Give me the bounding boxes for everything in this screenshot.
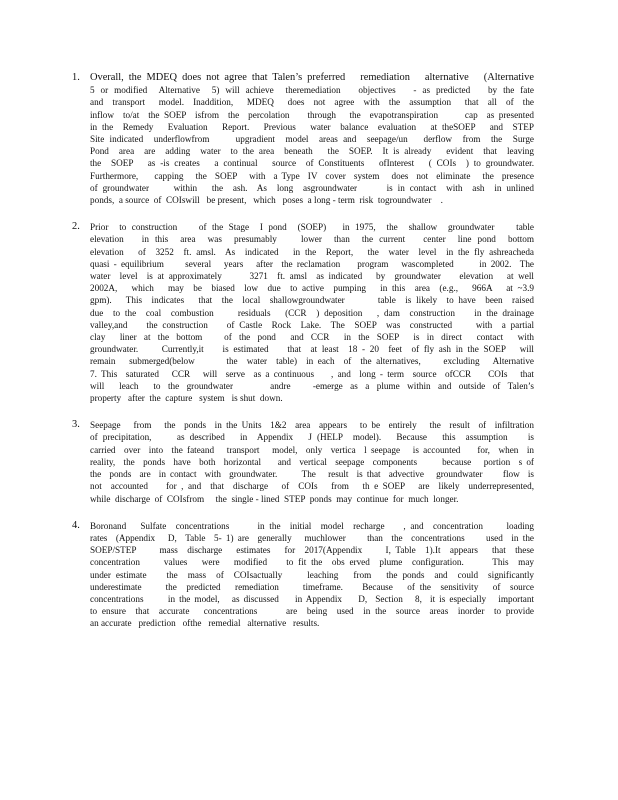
paragraph-line: remain submerged(below the water table) in each of the alternatives, excluding Alternative xyxy=(90,356,534,367)
paragraph-line: SOEP/STEP mass discharge estimates for 2017(Appendix I, Table 1).It appears that these xyxy=(90,545,534,556)
paragraph-line: inflow to/at the SOEP isfrom the percolation through the evapotranspiration cap as presented xyxy=(90,109,534,120)
paragraph-line: and transport model. Inaddition, MDEQ does not agree with the assumption that all of the xyxy=(90,97,534,108)
item-number: 3. xyxy=(72,419,80,431)
paragraph-line: will leach to the groundwater andre -emerge as a plume within and outside of Talen’s xyxy=(90,380,534,391)
paragraph-line: Boronand Sulfate concentrations in the initial model recharge , and concentration loading xyxy=(90,520,534,531)
paragraph-line: quasi - equilibrium several years after the reclamation program wascompleted in 2002. The xyxy=(90,258,534,269)
paragraph-line: Seepage from the ponds in the Units 1&2 area appears to be entirely the result of infiltration xyxy=(90,420,534,431)
paragraph-line: property after the capture system is shut down. xyxy=(90,393,283,404)
paragraph-line: 7. This saturated CCR will serve as a continuous , and long - term source ofCCR COIs that xyxy=(90,368,534,379)
paragraph-line: elevation in this area was presumably lower than the current center line pond bottom xyxy=(90,234,534,245)
paragraph-line: while discharge of COIsfrom the single - lined STEP ponds may continue for much longer. xyxy=(90,493,459,504)
paragraph-line: rates (Appendix D, Table 5- 1) are generally muchlower than the concentrations used in the xyxy=(90,532,534,543)
paragraph-line: carried over into the fateand transport model, only vertica l seepage is accounted for, when in xyxy=(90,444,534,455)
paragraph-line: Overall, the MDEQ does not agree that Talen’s preferred remediation alternative (Alternative xyxy=(90,72,534,83)
comment-item-3 xyxy=(72,419,534,504)
paragraph-line: Site indicated underflowfrom upgradient model areas and seepage/un derflow from the Surge xyxy=(90,134,534,145)
paragraph-line: gpm). This indicates that the local shallowgroundwater table is likely to have been raised xyxy=(90,295,534,306)
paragraph-line: the SOEP as -is creates a continual source of Constituents ofInterest ( COIs ) to groundwater. xyxy=(90,158,534,169)
paragraph-line: underestimate the predicted remediation timeframe. Because of the sensitivity of source xyxy=(90,581,534,592)
paragraph-line: an accurate prediction ofthe remedial alternative results. xyxy=(90,618,320,629)
paragraph-line: reality, the ponds have both horizontal and vertical seepage components because portion s of xyxy=(90,456,534,467)
paragraph-line: of precipitation, as described in Appendix J (HELP model). Because this assumption is xyxy=(90,432,534,443)
comment-item-4 xyxy=(72,520,534,630)
item-number: 2. xyxy=(72,221,80,233)
comment-list xyxy=(72,72,534,645)
paragraph-line: clay liner at the bottom of the pond and CCR in the SOEP is in direct contact with xyxy=(90,332,534,343)
paragraph-line: due to the coal combustion residuals (CCR ) deposition , dam construction in the drainage xyxy=(90,307,534,318)
paragraph-line: under estimate the mass of COIsactually leaching from the ponds and could significantly xyxy=(90,569,534,580)
paragraph-line: 2002A, which may be biased low due to active pumping in this area (e.g., 966A at ~3.9 xyxy=(90,283,534,294)
paragraph-line: not accounted for , and that discharge of COIs from th e SOEP are likely underrepresented, xyxy=(90,481,534,492)
paragraph-line: Furthermore, capping the SOEP with a Type IV cover system does not eliminate the presence xyxy=(90,170,534,181)
paragraph-line: in the Remedy Evaluation Report. Previous water balance evaluation at theSOEP and STEP xyxy=(90,121,534,132)
paragraph-line: Prior to construction of the Stage I pond (SOEP) in 1975, the shallow groundwater table xyxy=(90,222,534,233)
paragraph-line: Pond area are adding water to the area beneath the SOEP. It is already evident that leaving xyxy=(90,146,534,157)
item-number: 1. xyxy=(72,72,80,83)
paragraph-line: concentration values were modified to fit the obs erved plume configuration. This may xyxy=(90,557,534,568)
paragraph-line: elevation of 3252 ft. amsl. As indicated in the Report, the water level in the fly ashreacheda xyxy=(90,246,534,257)
item-number: 4. xyxy=(72,519,80,531)
paragraph-line: groundwater. Currently,it is estimated that at least 18 - 20 feet of fly ash in the SOEP will xyxy=(90,344,534,355)
paragraph-line: valley,and the construction of Castle Rock Lake. The SOEP was constructed with a partial xyxy=(90,319,534,330)
paragraph-line: 5 or modified Alternative 5) will achieve theremediation objectives - as predicted by the fate xyxy=(90,85,534,96)
paragraph-line: of groundwater within the ash. As long asgroundwater is in contact with ash in unlined xyxy=(90,182,534,193)
paragraph-line: water level is at approximately 3271 ft. amsl as indicated by groundwater elevation at well xyxy=(90,271,534,282)
paragraph-line: the ponds are in contact with groundwater. The result is that advective groundwater flow is xyxy=(90,469,534,480)
comment-item-1 xyxy=(72,72,534,206)
paragraph-line: concentrations in the model, as discussed in Appendix D, Section 8, it is especially important xyxy=(90,593,534,604)
comment-item-2 xyxy=(72,221,534,404)
paragraph-line: to ensure that accurate concentrations are being used in the source areas inorder to provide xyxy=(90,606,534,617)
paragraph-line: ponds, a source of COIswill be present, which poses a long - term risk togroundwater . xyxy=(90,195,443,206)
